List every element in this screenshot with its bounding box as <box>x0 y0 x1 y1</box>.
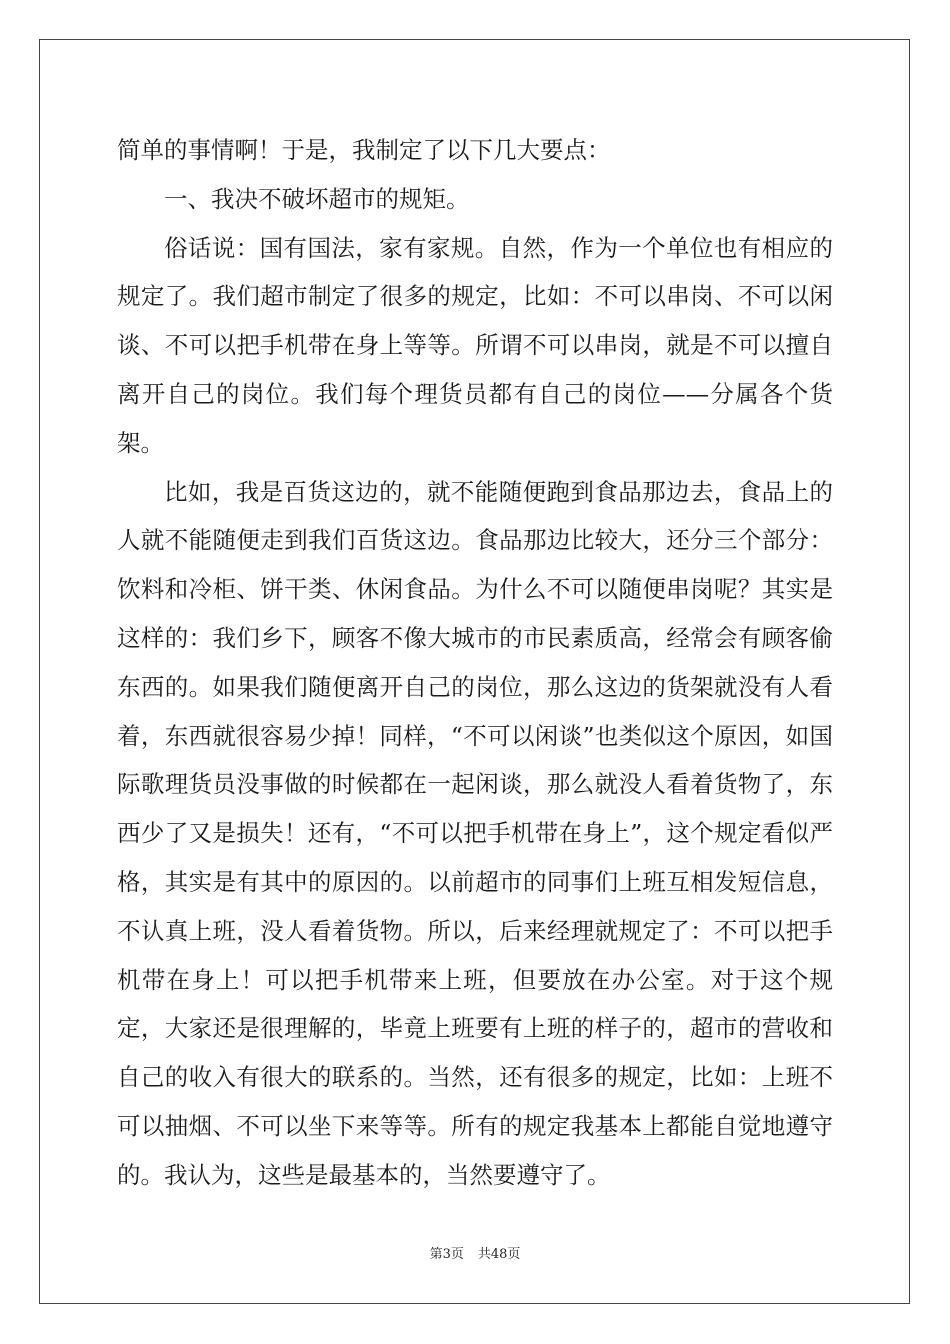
paragraph-heading-rule-one: 一、我决不破坏超市的规矩。 <box>164 184 470 213</box>
paragraph-rules-explanation: 比如，我是百货这边的，就不能随便跑到食品那边去，食品上的人就不能随便走到我们百货这边。食品那边比较大，还分三个部分：饮料和冷柜、饼干类、休闲食品。为什么不可以随便串岗呢？其实是这样的：我们乡下，顾客不像大城市的市民素质高，经常会有顾客偷东西的。如果我们随便离开自己的岗位，那么这边的货架就没有人看着，东西就很容易少掉！同样，“不可以闲谈”也类似这个原因，如国际歌理货员没事做的时候都在一起闲谈，那么就没人看着货物了，东西少了又是损失！还有，“不可以把手机带在身上”，这个规定看似严格，其实是有其中的原因的。以前超市的同事们上班互相发短信息，不认真上班，没人看着货物。所以，后来经理就规定了：不可以把手机带在身上！可以把手机带来上班，但要放在办公室。对于这个规定，大家还是很理解的，毕竟上班要有上班的样子的，超市的营收和自己的收入有很大的联系的。当然，还有很多的规定，比如：上班不可以抽烟、不可以坐下来等等。所有的规定我基本上都能自觉地遵守的。我认为，这些是最基本的，当然要遵守了。 <box>117 477 833 1189</box>
paragraph-rules-overview: 俗话说：国有国法，家有家规。自然，作为一个单位也有相应的规定了。我们超市制定了很多的规定，比如：不可以串岗、不可以闲谈、不可以把手机带在身上等等。所谓不可以串岗，就是不可以擅自离开自己的岗位。我们每个理货员都有自己的岗位——分属各个货架。 <box>117 233 833 457</box>
page-total: 共48页 <box>477 1247 521 1262</box>
paragraph-intro: 简单的事情啊！于是，我制定了以下几大要点： <box>117 136 611 164</box>
document-body <box>117 126 833 1200</box>
page-number: 第3页 <box>429 1247 464 1262</box>
page-footer <box>0 1243 950 1262</box>
